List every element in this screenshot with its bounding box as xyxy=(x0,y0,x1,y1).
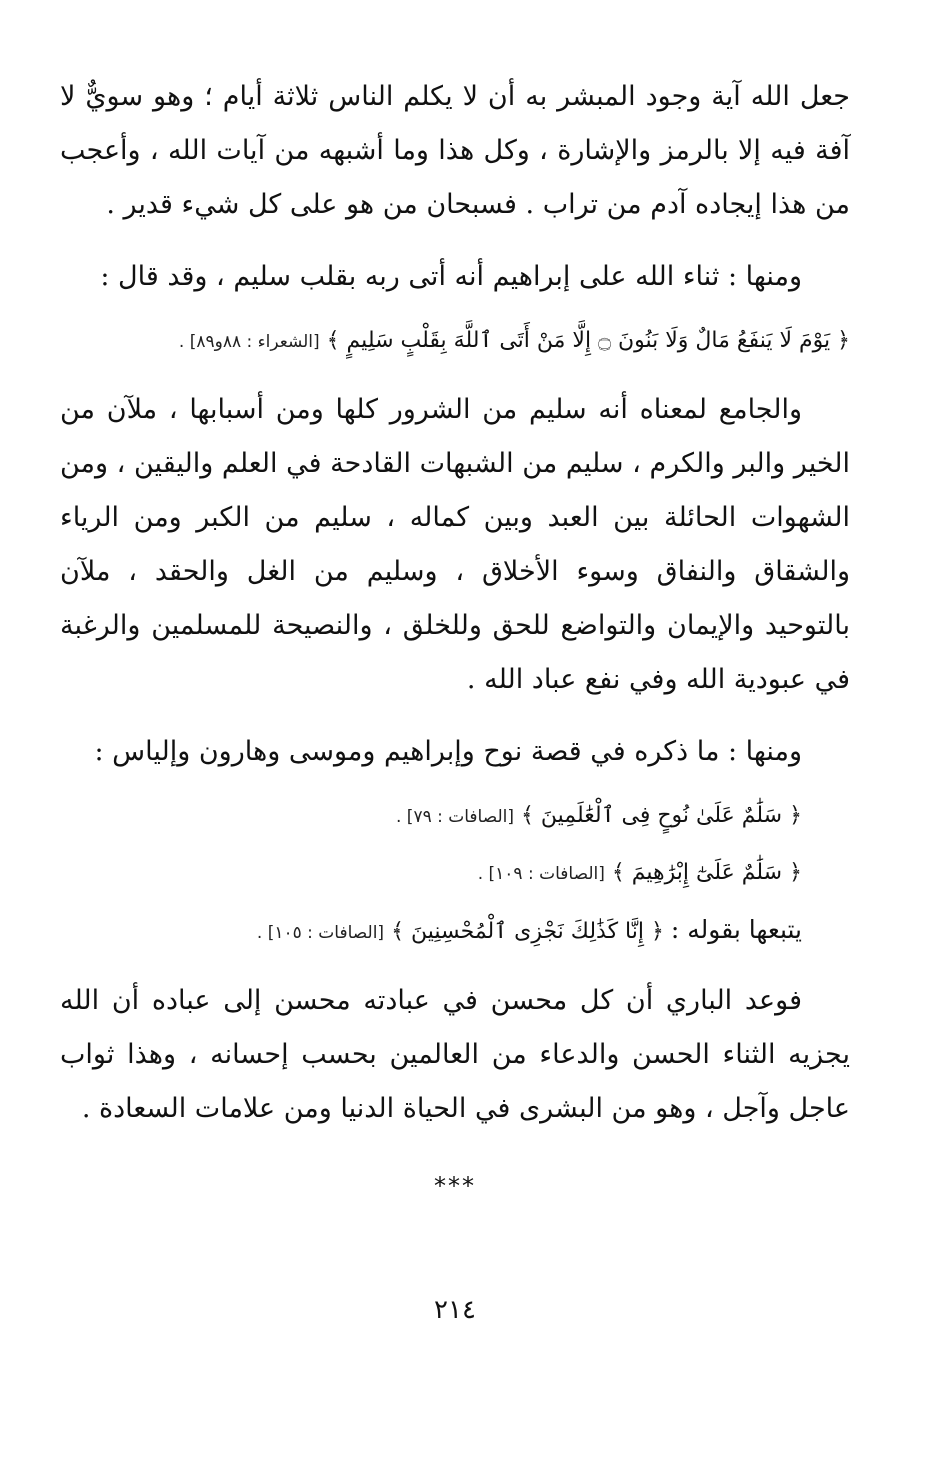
quran-quote-noah xyxy=(60,793,850,840)
page-number: ٢١٤ xyxy=(434,1295,476,1325)
verse-reference: [الصافات : ١٠٥] . xyxy=(256,923,385,943)
verse-reference: [الشعراء : ٨٨و٨٩] . xyxy=(178,332,320,352)
paragraph-abraham-intro: ومنها : ثناء الله على إبراهيم أنه أتى ربه بقلب سليم ، وقد قال : xyxy=(100,261,802,292)
section-separator: *** xyxy=(434,1172,476,1200)
paragraph-prophets-intro: ومنها : ما ذكره في قصة نوح وإبراهيم وموسى وهارون وإلياس : xyxy=(94,736,802,767)
quran-quote-followup xyxy=(60,907,850,956)
book-page xyxy=(60,70,850,1400)
verse-text: ﴿ سَلَٰمٌ عَلَىٰٓ إِبْرَٰهِيمَ ﴾ xyxy=(611,860,802,885)
verse-text: ﴿ يَوْمَ لَا يَنفَعُ مَالٌ وَلَا بَنُونَ ۝ إِلَّا مَنْ أَتَى ٱللَّهَ بِقَلْبٍ سَلِيمٍ ﴾ xyxy=(326,328,850,353)
verse-reference: [الصافات : ١٠٩] . xyxy=(477,864,605,884)
paragraph-sign-of-zechariah: جعل الله آية وجود المبشر به أن لا يكلم الناس ثلاثة أيام ؛ وهو سويٌّ لا آفة فيه إلا بالرمز والإشارة ، وكل هذا وما أشبهه من آيات الله ، وأعجب من هذا إيجاده آدم من تراب . فسبحان من هو على كل شيء قدير . xyxy=(60,81,850,220)
quran-quote-shuara xyxy=(60,318,850,365)
paragraph-sound-heart: والجامع لمعناه أنه سليم من الشرور كلها ومن أسبابها ، ملآن من الخير والبر والكرم ، سليم من الشبهات القادحة في العلم واليقين ، ومن الشهوات الحائلة بين العبد وبين كماله ، سليم من الكبر ومن الرياء والشقاق والنفاق وسوء الأخلاق ، وسليم من الغل والحقد ، ملآن بالتوحيد والإيمان والتواضع للحق وللخلق ، والنصيحة للمسلمين والرغبة في عبودية الله وفي نفع عباد الله . xyxy=(60,394,850,695)
followup-text: يتبعها بقوله : xyxy=(670,915,802,944)
verse-text: ﴿ إِنَّا كَذَٰلِكَ نَجْزِى ٱلْمُحْسِنِينَ ﴾ xyxy=(391,919,664,944)
paragraph-reward: فوعد الباري أن كل محسن في عبادته محسن إلى عباده أن الله يجزيه الثناء الحسن والدعاء من العالمين بحسب إحسانه ، وهذا ثواب عاجل وآجل ، وهو من البشرى في الحياة الدنيا ومن علامات السعادة . xyxy=(60,985,850,1124)
quran-quote-abraham xyxy=(60,850,850,897)
verse-text: ﴿ سَلَٰمٌ عَلَىٰ نُوحٍ فِى ٱلْعَٰلَمِينَ ﴾ xyxy=(521,803,802,828)
verse-reference: [الصافات : ٧٩] . xyxy=(395,807,515,827)
